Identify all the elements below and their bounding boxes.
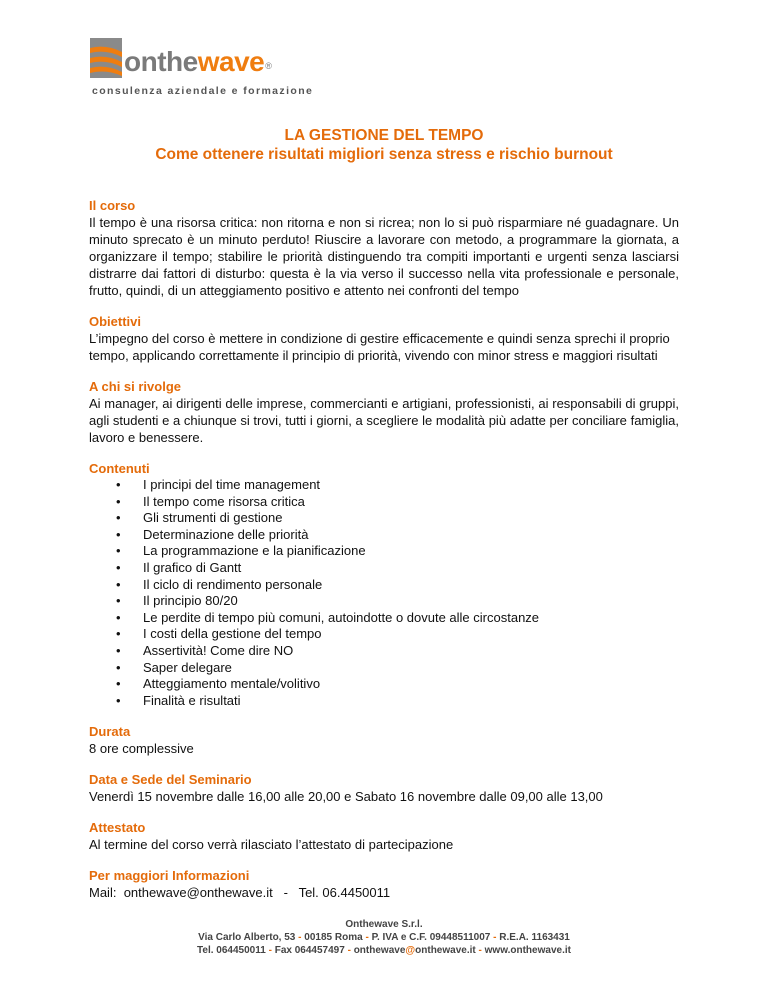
- list-item-text: Il grafico di Gantt: [143, 559, 242, 575]
- footer-separator: -: [298, 932, 302, 943]
- footer-rea: R.E.A. 1163431: [499, 932, 570, 943]
- bullet-icon: •: [116, 659, 121, 675]
- bullet-icon: •: [116, 626, 121, 642]
- section-text: Ai manager, ai dirigenti delle imprese, commercianti e artigiani, professionisti, ai responsabili di gruppi, agli studenti e a chiunque si trovi, tutti i giorni, a scegliere le modalità più adatte per conciliare famiglia, lavoro e benessere.: [89, 396, 679, 445]
- footer-city: 00185 Roma: [304, 932, 363, 943]
- list-item-text: Assertività! Come dire NO: [143, 642, 294, 658]
- list-item-text: La programmazione e la pianificazione: [143, 543, 366, 559]
- list-item: [89, 477, 679, 494]
- list-item: [89, 593, 679, 610]
- bullet-icon: •: [116, 642, 121, 658]
- list-item-text: Il ciclo di rendimento personale: [143, 576, 323, 592]
- page-footer: [0, 918, 768, 957]
- section-data-sede: [89, 771, 679, 805]
- document-body: [89, 197, 679, 915]
- section-heading: Durata: [89, 724, 131, 740]
- list-item: [89, 676, 679, 693]
- bullet-icon: •: [116, 559, 121, 575]
- footer-email-domain: onthewave.it: [415, 945, 476, 956]
- bullet-icon: •: [116, 609, 121, 625]
- logo-tagline: consulenza aziendale e formazione: [92, 85, 314, 97]
- section-text: Al termine del corso verrà rilasciato l’attestato di partecipazione: [89, 837, 454, 853]
- section-durata: [89, 723, 679, 757]
- list-item: [89, 610, 679, 627]
- section-heading: Per maggiori Informazioni: [89, 868, 250, 884]
- contact-email-link[interactable]: onthewave@onthewave.it: [123, 885, 273, 901]
- section-heading: Il corso: [89, 198, 136, 213]
- section-corso: [89, 197, 679, 299]
- footer-address-line: [0, 931, 768, 944]
- list-item: [89, 577, 679, 594]
- section-heading: Data e Sede del Seminario: [89, 772, 252, 788]
- list-item-text: Il principio 80/20: [143, 593, 238, 609]
- list-item: [89, 660, 679, 677]
- footer-tel: Tel. 064450011: [197, 945, 266, 956]
- footer-address: Via Carlo Alberto, 53: [198, 932, 296, 943]
- logo-word-onthe: onthe: [124, 46, 198, 77]
- footer-email-link[interactable]: [354, 945, 476, 956]
- bullet-icon: •: [116, 493, 121, 509]
- footer-separator: -: [493, 932, 497, 943]
- footer-company: Onthewave S.r.l.: [345, 919, 423, 930]
- list-item-text: Le perdite di tempo più comuni, autoindotte o dovute alle circostanze: [143, 609, 540, 625]
- list-item-text: Determinazione delle priorità: [143, 526, 309, 542]
- footer-contact-line: [0, 944, 768, 957]
- list-item: [89, 494, 679, 511]
- section-informazioni: [89, 867, 679, 901]
- logo-word-wave: wave: [197, 46, 265, 77]
- list-item-text: Atteggiamento mentale/volitivo: [143, 676, 321, 692]
- list-item-text: I principi del time management: [143, 477, 321, 492]
- section-text: 8 ore complessive: [89, 741, 194, 757]
- section-heading: Contenuti: [89, 461, 150, 476]
- registered-mark: ®: [265, 61, 272, 71]
- list-item: [89, 510, 679, 527]
- footer-website-link[interactable]: www.onthewave.it: [484, 945, 571, 956]
- contact-phone: 06.4450011: [322, 885, 391, 901]
- section-text: Venerdì 15 novembre dalle 16,00 alle 20,00 e Sabato 16 novembre dalle 09,00 alle 13,00: [89, 789, 603, 805]
- section-attestato: [89, 819, 679, 853]
- list-item-text: Finalità e risultati: [143, 692, 241, 708]
- footer-separator: -: [365, 932, 369, 943]
- mail-label: Mail:: [89, 885, 117, 901]
- bullet-icon: •: [116, 510, 121, 526]
- list-item: [89, 693, 679, 710]
- bullet-icon: •: [116, 477, 121, 492]
- document-title: LA GESTIONE DEL TEMPO: [284, 127, 484, 144]
- section-text: L’impegno del corso è mettere in condizione di gestire efficacemente e quindi senza sprechi il proprio tempo, applicando correttamente il principio di priorità, vivendo con minor stress e maggiori risultati: [89, 331, 670, 363]
- list-item-text: Saper delegare: [143, 659, 232, 675]
- footer-separator: -: [268, 945, 272, 956]
- section-text: Il tempo è una risorsa critica: non ritorna e non si ricrea; non lo si può risparmiare né guadagnare. Un minuto sprecato è un minuto perduto! Riuscire a lavorare con metodo, a programmare la giornata, a organizzare il tempo; stabilire le priorità distinguendo tra compiti importanti e urgenti senza lasciarsi distrarre dai fattori di disturbo: questa è la via verso il successo nella vita professionale e personale, frutto, quindi, di un atteggiamento positivo e attento nei confronti del tempo: [89, 215, 679, 298]
- wave-logo-icon: [90, 38, 122, 78]
- section-destinatari: [89, 378, 679, 446]
- bullet-icon: •: [116, 526, 121, 542]
- list-item-text: Gli strumenti di gestione: [143, 510, 283, 526]
- bullet-icon: •: [116, 676, 121, 692]
- footer-vat: P. IVA e C.F. 09448511007: [371, 932, 491, 943]
- section-obiettivi: [89, 313, 679, 364]
- list-item: [89, 643, 679, 660]
- bullet-icon: •: [116, 576, 121, 592]
- list-item-text: Il tempo come risorsa critica: [143, 493, 305, 509]
- contact-separator: -: [283, 885, 288, 901]
- footer-fax: Fax 064457497: [274, 945, 345, 956]
- bullet-icon: •: [116, 593, 121, 609]
- footer-email-user: onthewave: [353, 945, 406, 956]
- company-logo: [90, 38, 314, 100]
- contents-list: [89, 477, 679, 709]
- contact-line: [89, 884, 679, 901]
- section-heading: Attestato: [89, 820, 146, 836]
- list-item: [89, 626, 679, 643]
- bullet-icon: •: [116, 692, 121, 708]
- list-item: [89, 560, 679, 577]
- tel-label: Tel.: [298, 885, 319, 901]
- footer-separator: -: [478, 945, 482, 956]
- document-subtitle: Come ottenere risultati migliori senza stress e rischio burnout: [155, 146, 613, 163]
- footer-separator: -: [347, 945, 351, 956]
- list-item: [89, 527, 679, 544]
- section-heading: A chi si rivolge: [89, 379, 181, 394]
- logo-wordmark: [124, 47, 271, 77]
- document-titles: [0, 126, 768, 164]
- section-contenuti: [89, 460, 679, 709]
- list-item-text: I costi della gestione del tempo: [143, 626, 322, 642]
- bullet-icon: •: [116, 543, 121, 559]
- list-item: [89, 543, 679, 560]
- section-heading: Obiettivi: [89, 314, 142, 329]
- footer-email-at: @: [405, 945, 416, 956]
